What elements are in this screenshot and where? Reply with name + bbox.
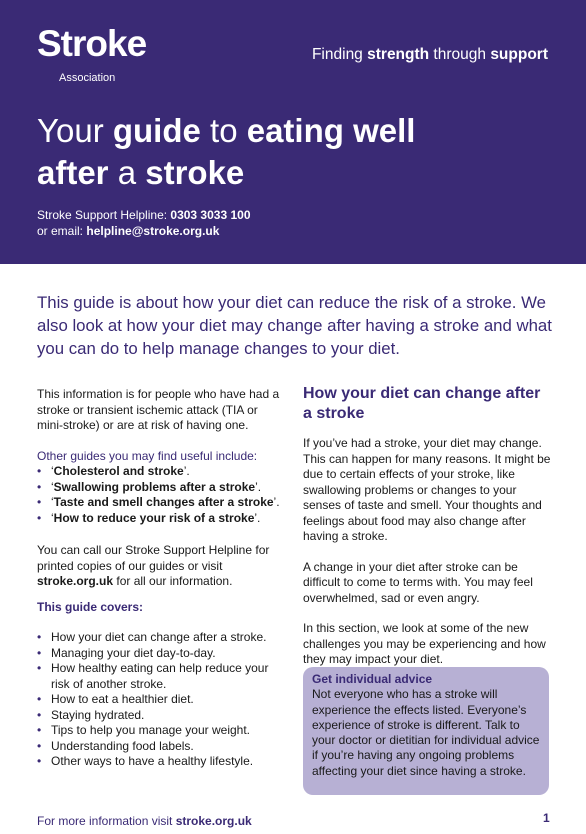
list-item	[37, 630, 282, 646]
right-column	[303, 384, 551, 668]
quote-close: ’.	[254, 510, 261, 525]
covers-item-text: Other ways to have a healthy lifestyle.	[51, 754, 254, 768]
title-part: Your	[37, 112, 113, 149]
bullet-icon: •	[37, 510, 42, 525]
guide-title: Swallowing problems after a stroke	[53, 479, 256, 494]
bullet-icon: •	[37, 464, 42, 478]
title-part: a	[108, 154, 146, 191]
list-item	[37, 511, 282, 527]
left-column	[37, 387, 282, 770]
other-guides-heading: Other guides you may find useful include:	[37, 448, 258, 463]
website-link[interactable]: stroke.org.uk	[37, 574, 114, 588]
section-paragraph: In this section, we look at some of the new challenges you may be experiencing and how they may impact your diet.	[303, 621, 546, 666]
list-item	[37, 708, 282, 724]
logo-wordmark: Stroke	[37, 23, 147, 64]
quote-open: ‘	[51, 479, 54, 494]
section-heading: How your diet can change after a stroke	[303, 385, 541, 422]
email-label: or email:	[37, 224, 87, 238]
logo-subtitle: Association	[59, 72, 116, 84]
title-bold: after	[37, 154, 109, 191]
bullet-icon: •	[37, 707, 42, 722]
tagline-part: through	[429, 46, 491, 63]
bullet-icon: •	[37, 754, 42, 768]
list-item	[37, 739, 282, 755]
covers-item-text: How your diet can change after a stroke.	[51, 630, 267, 644]
advice-title: Get individual advice	[312, 672, 433, 686]
title-bold: eating well	[246, 112, 416, 149]
title-part: to	[200, 112, 247, 149]
list-item	[37, 495, 282, 511]
audience-paragraph: This information is for people who have had a stroke or transient ischemic attack (TIA or mini-stroke) or are at risk of having one.	[37, 387, 280, 432]
list-item	[37, 480, 282, 496]
helpline-number[interactable]: 0303 3033 100	[170, 208, 251, 222]
advice-callout-box	[303, 667, 549, 795]
quote-open: ‘	[51, 495, 54, 509]
other-guides-list	[37, 464, 282, 526]
page-number: 1	[543, 811, 550, 825]
bullet-icon: •	[37, 495, 42, 509]
helpline-text-end: for all our information.	[113, 574, 233, 588]
list-item	[37, 692, 282, 708]
helpline-label: Stroke Support Helpline:	[37, 208, 171, 222]
helpline-contact	[37, 207, 251, 239]
quote-close: ’.	[255, 479, 262, 494]
footer-website-link[interactable]: stroke.org.uk	[175, 814, 252, 828]
bullet-icon: •	[37, 645, 42, 660]
helpline-text: You can call our Stroke Support Helpline for printed copies of our guides or visit	[37, 543, 270, 573]
stroke-association-logo	[37, 22, 157, 88]
section-paragraph: If you’ve had a stroke, your diet may change. This can happen for many reasons. It might be due to certain effects of your stroke, like swallowing problems or changes to your senses of taste and smell. Your thoughts and feelings about food may also change after having a stroke.	[303, 436, 551, 543]
header-banner	[0, 0, 586, 264]
list-item	[37, 646, 282, 662]
tagline	[312, 45, 548, 65]
title-bold: guide	[112, 112, 201, 149]
bullet-icon: •	[37, 630, 42, 644]
covers-item-text: How healthy eating can help reduce your risk of another stroke.	[51, 661, 269, 691]
bullet-icon: •	[37, 723, 42, 737]
bullet-icon: •	[37, 479, 42, 494]
list-item	[37, 661, 282, 692]
guide-title: Taste and smell changes after a stroke	[53, 495, 274, 509]
covers-item-text: Tips to help you manage your weight.	[51, 723, 251, 737]
page-title	[37, 110, 557, 194]
guide-title: How to reduce your risk of a stroke	[53, 510, 255, 525]
quote-open: ‘	[51, 510, 54, 525]
tagline-part: Finding	[311, 46, 368, 63]
footer-text: For more information visit	[37, 814, 176, 828]
tagline-bold: strength	[367, 46, 430, 63]
advice-body: Not everyone who has a stroke will experience the effects listed. Everyone’s experience of stroke is different. Talk to your doctor or dietitian for individual advice if you’re having any ongoing problems affecting your diet since having a stroke.	[312, 687, 540, 778]
list-item	[37, 723, 282, 739]
quote-open: ‘	[51, 464, 54, 478]
bullet-icon: •	[37, 661, 42, 675]
footer	[37, 813, 252, 829]
bullet-icon: •	[37, 738, 42, 753]
tagline-bold: support	[490, 46, 548, 63]
covers-item-text: Understanding food labels.	[51, 738, 194, 753]
covers-item-text: How to eat a healthier diet.	[51, 692, 194, 706]
guide-title: Cholesterol and stroke	[53, 464, 184, 478]
quote-close: ’.	[183, 464, 190, 478]
helpline-paragraph	[37, 543, 282, 590]
covers-list	[37, 630, 282, 770]
covers-item-text: Managing your diet day-to-day.	[51, 645, 216, 660]
section-paragraph: A change in your diet after stroke can be difficult to come to terms with. You may feel overwhelmed, sad or even angry.	[303, 559, 533, 605]
title-bold: stroke	[145, 154, 245, 191]
quote-close: ’.	[273, 495, 280, 509]
bullet-icon: •	[37, 692, 42, 706]
covers-item-text: Staying hydrated.	[51, 707, 145, 722]
list-item	[37, 754, 282, 770]
helpline-email-link[interactable]: helpline@stroke.org.uk	[86, 224, 220, 238]
intro-paragraph: This guide is about how your diet can reduce the risk of a stroke. We also look at how your diet may change after having a stroke and what you can do to help manage changes to your diet.	[37, 293, 552, 358]
list-item	[37, 464, 282, 480]
covers-heading: This guide covers:	[37, 599, 144, 614]
